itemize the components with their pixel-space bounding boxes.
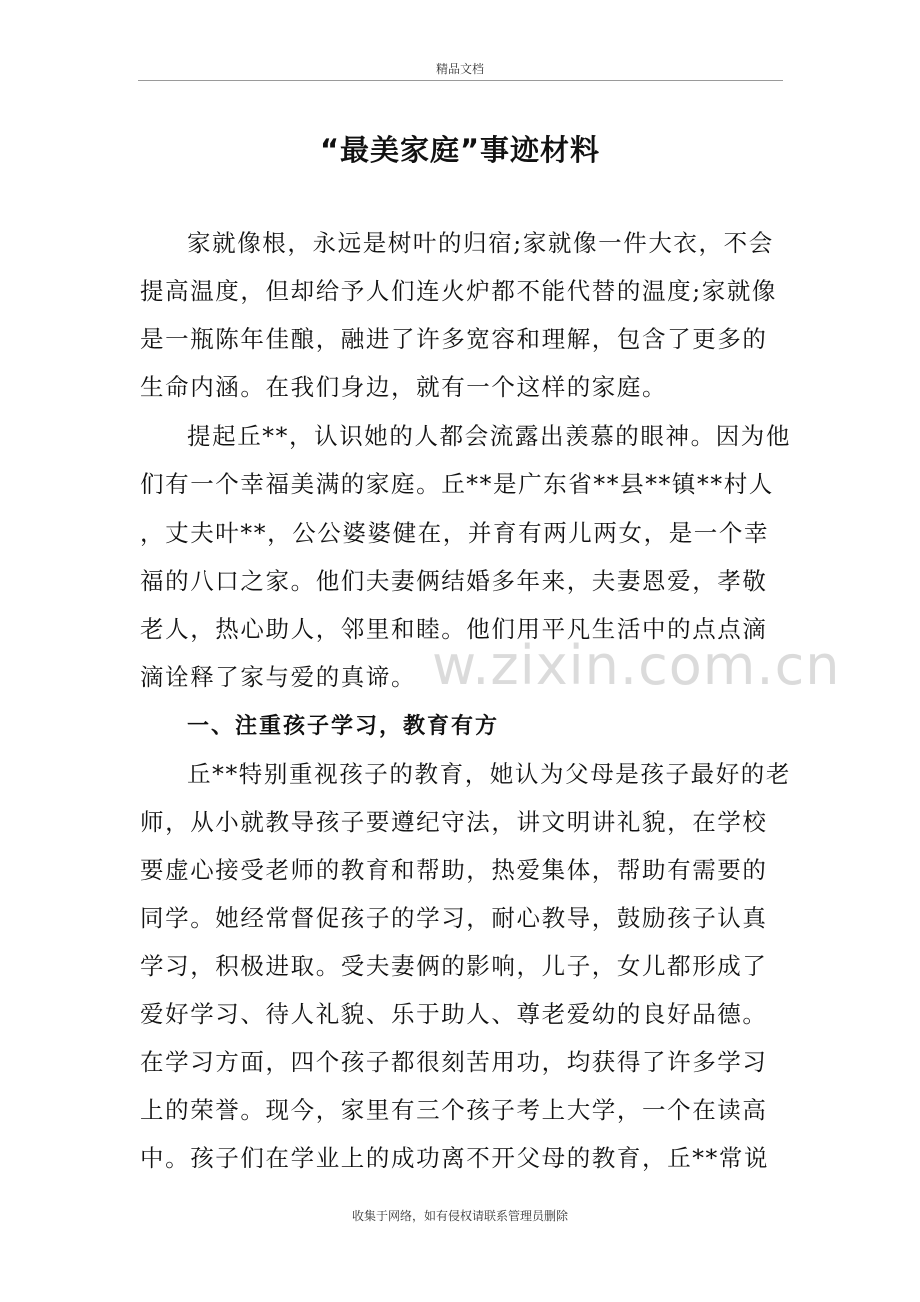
section-heading: 一、注重孩子学习，教育有方 bbox=[187, 714, 500, 739]
body-line: 在学习方面，四个孩子都很刻苦用功，均获得了许多学习 bbox=[140, 1048, 768, 1076]
watermark: w.zixin.com.cn bbox=[432, 634, 841, 697]
body-line: 们有一个幸福美满的家庭。丘**是广东省**县**镇**村人 bbox=[140, 470, 774, 498]
body-line: 要虚心接受老师的教育和帮助，热爱集体，帮助有需要的 bbox=[140, 856, 768, 884]
footer-label: 收集于网络，如有侵权请联系管理员删除 bbox=[351, 1209, 568, 1223]
body-line: 丘**特别重视孩子的教育，她认为父母是孩子最好的老 bbox=[187, 760, 791, 788]
body-line: 家就像根，永远是树叶的归宿;家就像一件大衣，不会 bbox=[187, 229, 774, 257]
document-title: “最美家庭”事迹材料 bbox=[319, 133, 601, 167]
body-line: 中。孩子们在学业上的成功离不开父母的教育，丘**常说 bbox=[140, 1144, 770, 1172]
header-label: 精品文档 bbox=[435, 62, 484, 76]
body-line: 老人，热心助人，邻里和睦。他们用平凡生活中的点点滴 bbox=[140, 615, 768, 643]
body-line: 提起丘**，认识她的人都会流露出羡慕的眼神。因为他 bbox=[187, 422, 791, 450]
body-line: 师，从小就教导孩子要遵纪守法，讲文明讲礼貌，在学校 bbox=[140, 808, 768, 836]
body-line: ，丈夫叶**，公公婆婆健在，并育有两儿两女，是一个幸 bbox=[140, 519, 770, 547]
header-divider bbox=[138, 80, 783, 81]
body-line: 是一瓶陈年佳酿，融进了许多宽容和理解，包含了更多的 bbox=[140, 325, 768, 353]
body-line: 学习，积极进取。受夫妻俩的影响，儿子，女儿都形成了 bbox=[140, 952, 768, 980]
body-line: 同学。她经常督促孩子的学习，耐心教导，鼓励孩子认真 bbox=[140, 904, 768, 932]
body-line: 生命内涵。在我们身边，就有一个这样的家庭。 bbox=[140, 373, 668, 401]
body-line: 提高温度，但却给予人们连火炉都不能代替的温度;家就像 bbox=[140, 277, 778, 305]
body-line: 福的八口之家。他们夫妻俩结婚多年来，夫妻恩爱，孝敬 bbox=[140, 567, 768, 595]
body-line: 滴诠释了家与爱的真谛。 bbox=[140, 663, 417, 691]
body-line: 爱好学习、待人礼貌、乐于助人、尊老爱幼的良好品德。 bbox=[140, 1000, 768, 1028]
body-line: 上的荣誉。现今，家里有三个孩子考上大学，一个在读高 bbox=[140, 1096, 768, 1124]
